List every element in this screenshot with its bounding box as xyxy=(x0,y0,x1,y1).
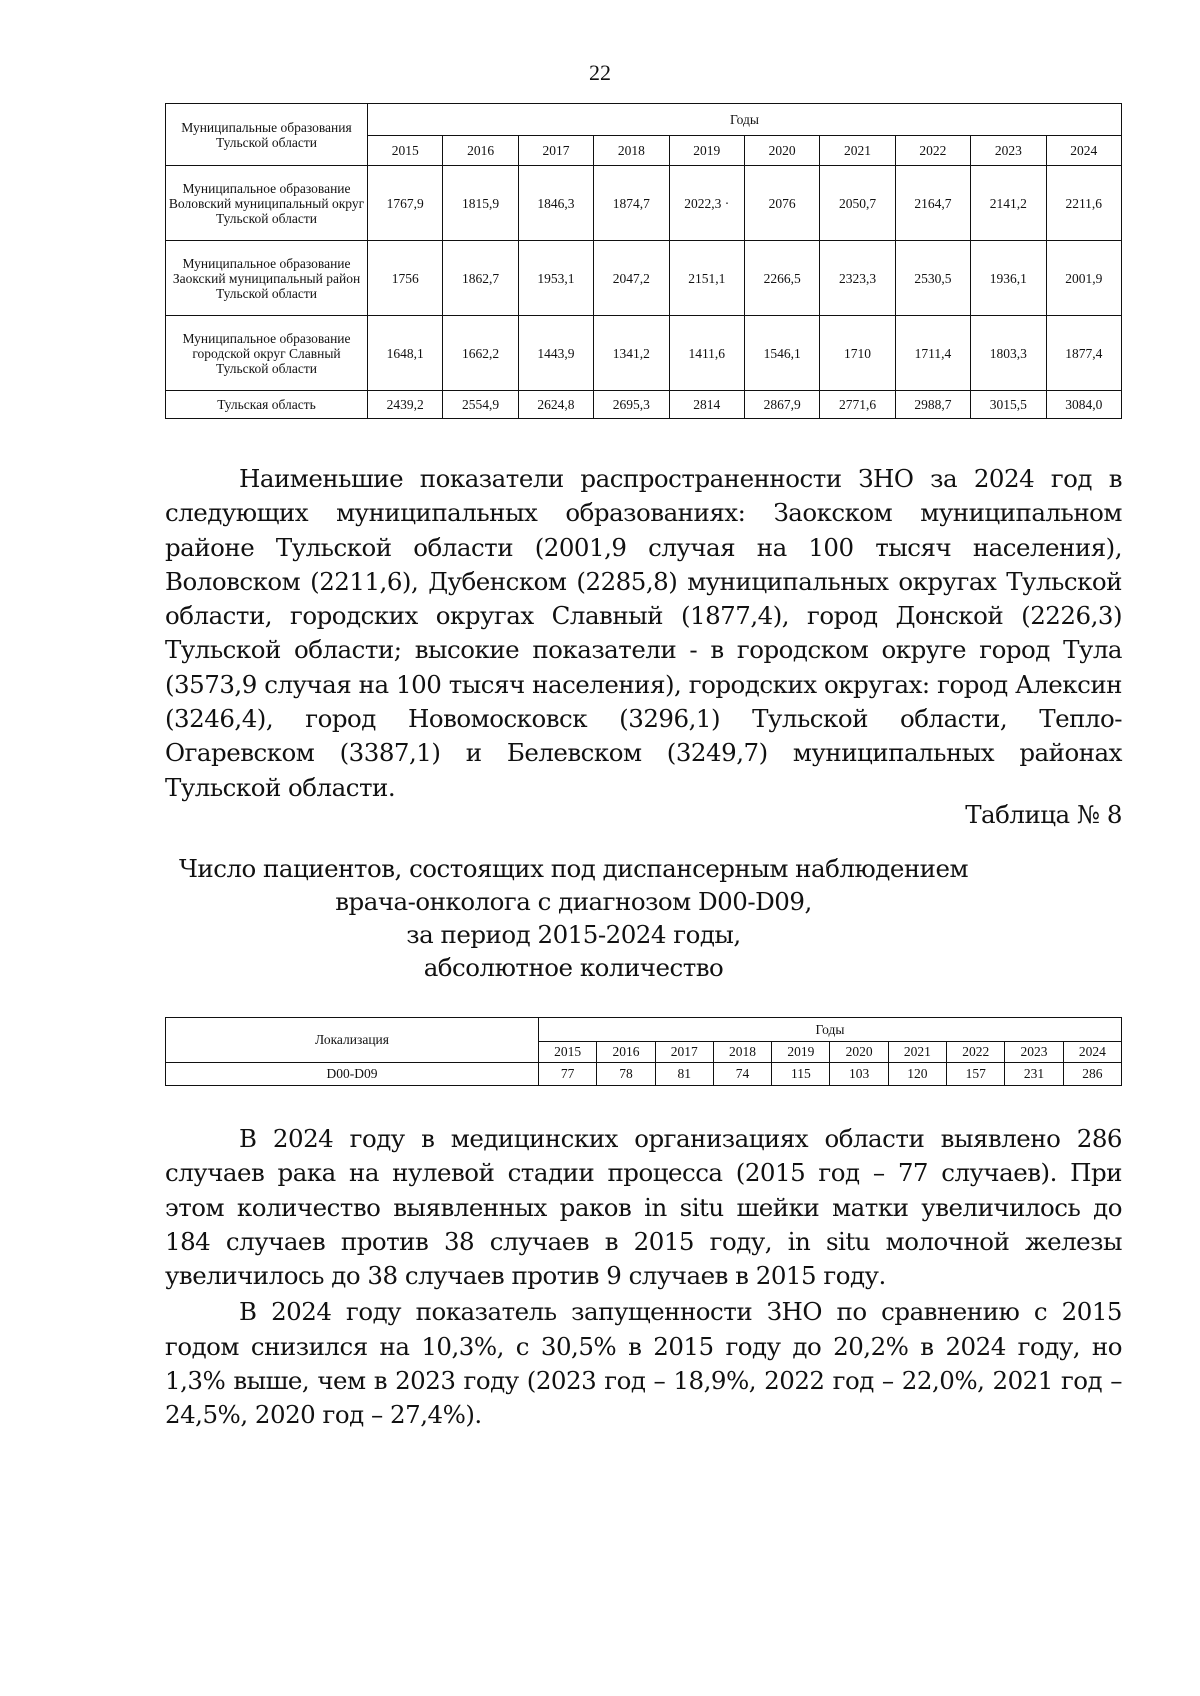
year-header: 2023 xyxy=(1005,1042,1063,1063)
cell: 3015,5 xyxy=(971,391,1046,419)
year-header: 2020 xyxy=(830,1042,888,1063)
table-title-line: Число пациентов, состоящих под диспансерным наблюдением xyxy=(178,854,969,883)
cell: 78 xyxy=(597,1063,655,1086)
header-municipality: Муниципальные образования Тульской области xyxy=(166,104,368,166)
cell: 2050,7 xyxy=(820,166,895,241)
year-header: 2023 xyxy=(971,136,1046,166)
cell: 2624,8 xyxy=(518,391,593,419)
cell: 2988,7 xyxy=(895,391,970,419)
table-title-line: абсолютное количество xyxy=(423,953,724,982)
header-years: Годы xyxy=(368,104,1122,136)
cell: 77 xyxy=(539,1063,597,1086)
year-header: 2015 xyxy=(539,1042,597,1063)
cell: 1767,9 xyxy=(368,166,443,241)
table-title-line: за период 2015-2024 годы, xyxy=(406,920,741,949)
dispensary-table xyxy=(165,1017,1122,1086)
cell: 2151,1 xyxy=(669,241,744,316)
page-number: 22 xyxy=(589,60,611,85)
table-title xyxy=(165,852,1122,984)
cell: 1815,9 xyxy=(443,166,518,241)
paragraph: В 2024 году показатель запущенности ЗНО по сравнению с 2015 годом снизился на 10,3%, с 30,5% в 2015 году до 20,2% в 2024 году, но 1,3% выше, чем в 2023 году (2023 год – 18,9%, 2022 год – 22,0%, 2021 год – 24,5%, 2020 год – 27,4%). xyxy=(165,1297,1122,1430)
cell: 1411,6 xyxy=(669,316,744,391)
row-label: Муниципальное образование Заокский муниципальный район Тульской области xyxy=(166,241,368,316)
year-header: 2024 xyxy=(1046,136,1121,166)
table-row xyxy=(166,1063,1122,1086)
cell: 2022,3 · xyxy=(669,166,744,241)
cell: 1341,2 xyxy=(594,316,669,391)
table-row-total xyxy=(166,391,1122,419)
cell: 3084,0 xyxy=(1046,391,1121,419)
cell: 81 xyxy=(655,1063,713,1086)
cell: 1846,3 xyxy=(518,166,593,241)
table-row xyxy=(166,166,1122,241)
year-header: 2016 xyxy=(597,1042,655,1063)
row-label: D00-D09 xyxy=(166,1063,539,1086)
cell: 1648,1 xyxy=(368,316,443,391)
header-localization: Локализация xyxy=(166,1018,539,1063)
cell: 2047,2 xyxy=(594,241,669,316)
cell: 1546,1 xyxy=(744,316,819,391)
paragraph: Наименьшие показатели распространенности ЗНО за 2024 год в следующих муниципальных образованиях: Заокском муниципальном районе Тульской области (2001,9 случая на 100 тысяч населения), Воловском (2211,6), Дубенском (2285,8) муниципальных округах Тульской области, городских округах Славный (1877,4), город Донской (2226,3) Тульской области; высокие показатели - в городском округе город Тула (3573,9 случая на 100 тысяч населения), городских округах: город Алексин (3246,4), город Новомосковск (3296,1) Тульской области, Тепло-Огаревском (3387,1) и Белевском (3249,7) муниципальных районах Тульской области. xyxy=(165,464,1122,802)
year-header: 2022 xyxy=(895,136,970,166)
cell: 120 xyxy=(888,1063,946,1086)
year-header: 2021 xyxy=(888,1042,946,1063)
year-header: 2017 xyxy=(655,1042,713,1063)
cell: 2211,6 xyxy=(1046,166,1121,241)
cell: 1710 xyxy=(820,316,895,391)
cell: 2771,6 xyxy=(820,391,895,419)
cell: 2001,9 xyxy=(1046,241,1121,316)
cell: 103 xyxy=(830,1063,888,1086)
cell: 2076 xyxy=(744,166,819,241)
cell: 74 xyxy=(713,1063,771,1086)
row-label: Тульская область xyxy=(166,391,368,419)
table-row xyxy=(166,241,1122,316)
table-number: Таблица № 8 xyxy=(965,800,1122,829)
cell: 1862,7 xyxy=(443,241,518,316)
year-header: 2016 xyxy=(443,136,518,166)
cell: 1443,9 xyxy=(518,316,593,391)
year-header: 2017 xyxy=(518,136,593,166)
prevalence-table xyxy=(165,103,1122,419)
cell: 2530,5 xyxy=(895,241,970,316)
cell: 1936,1 xyxy=(971,241,1046,316)
cell: 2867,9 xyxy=(744,391,819,419)
cell: 2323,3 xyxy=(820,241,895,316)
cell: 1803,3 xyxy=(971,316,1046,391)
cell: 1953,1 xyxy=(518,241,593,316)
year-header: 2024 xyxy=(1063,1042,1121,1063)
cell: 115 xyxy=(772,1063,830,1086)
year-header: 2019 xyxy=(772,1042,830,1063)
cell: 2266,5 xyxy=(744,241,819,316)
cell: 2164,7 xyxy=(895,166,970,241)
cell: 2814 xyxy=(669,391,744,419)
year-header: 2021 xyxy=(820,136,895,166)
year-header: 2022 xyxy=(947,1042,1005,1063)
cell: 231 xyxy=(1005,1063,1063,1086)
header-years: Годы xyxy=(539,1018,1122,1042)
cell: 1756 xyxy=(368,241,443,316)
cell: 286 xyxy=(1063,1063,1121,1086)
paragraph: В 2024 году в медицинских организациях области выявлено 286 случаев рака на нулевой стадии процесса (2015 год – 77 случаев). При этом количество выявленных раков in situ шейки матки увеличилось до 184 случаев против 38 случаев в 2015 году, in situ молочной железы увеличилось до 38 случаев против 9 случаев в 2015 году. xyxy=(165,1124,1122,1291)
cell: 1874,7 xyxy=(594,166,669,241)
cell: 2554,9 xyxy=(443,391,518,419)
year-header: 2015 xyxy=(368,136,443,166)
year-header: 2020 xyxy=(744,136,819,166)
cell: 1711,4 xyxy=(895,316,970,391)
year-header: 2019 xyxy=(669,136,744,166)
year-header: 2018 xyxy=(713,1042,771,1063)
row-label: Муниципальное образование городской округ Славный Тульской области xyxy=(166,316,368,391)
body-text-2 xyxy=(165,1122,1122,1433)
table-row xyxy=(166,316,1122,391)
table-title-line: врача-онколога с диагнозом D00-D09, xyxy=(335,887,812,916)
cell: 2695,3 xyxy=(594,391,669,419)
cell: 157 xyxy=(947,1063,1005,1086)
cell: 1877,4 xyxy=(1046,316,1121,391)
cell: 1662,2 xyxy=(443,316,518,391)
row-label: Муниципальное образование Воловский муниципальный округ Тульской области xyxy=(166,166,368,241)
body-text-1 xyxy=(165,462,1122,805)
cell: 2141,2 xyxy=(971,166,1046,241)
year-header: 2018 xyxy=(594,136,669,166)
cell: 2439,2 xyxy=(368,391,443,419)
